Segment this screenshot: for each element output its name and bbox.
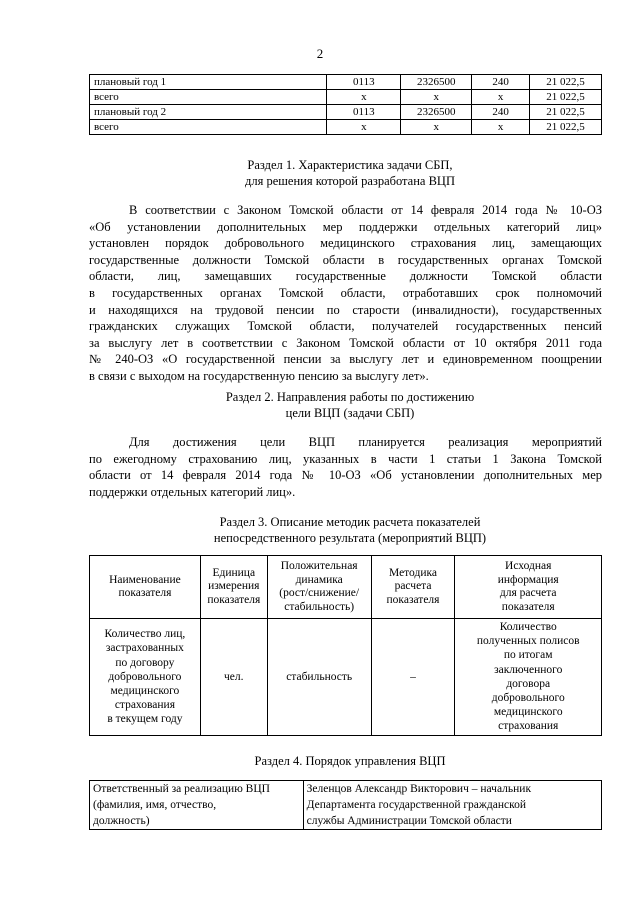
- header-line: стабильность): [284, 600, 355, 613]
- text-line: поддержки отдельных категорий лиц».: [89, 484, 296, 499]
- row-label: всего: [90, 120, 327, 135]
- header-line: расчета: [394, 580, 432, 593]
- header-line: Методика: [389, 566, 437, 579]
- header-line: для расчета: [499, 587, 557, 599]
- metric-source: [455, 619, 602, 736]
- header-line: Единица: [212, 566, 256, 579]
- section1-title: Раздел 1. Характеристика задачи СБП, для решения которой разработана ВЦП: [245, 158, 455, 188]
- table-row: [90, 781, 602, 830]
- text-line: и находящихся на трудовой пенсии по старости (инвалидности), государственных: [89, 302, 602, 317]
- header-line: показателя: [386, 593, 440, 606]
- responsible-person: [303, 781, 601, 830]
- cell-line: медицинского: [110, 684, 180, 697]
- metric-dynamics: стабильность: [267, 619, 371, 736]
- cell-line: Департамента государственной гражданской: [306, 799, 526, 811]
- row-amount: 21 022,5: [530, 105, 602, 120]
- metric-unit: чел.: [200, 619, 267, 736]
- header-line: информация: [497, 573, 559, 586]
- section4-title: Раздел 4. Порядок управления ВЦП: [254, 754, 446, 768]
- cell-line: медицинского: [493, 706, 563, 719]
- row-amount: 21 022,5: [530, 120, 602, 135]
- cell-line: по договору: [115, 656, 175, 669]
- row-vr: 240: [472, 105, 530, 120]
- text-line: В соответствии с Законом Томской области от 14 февраля 2014 года № 10-ОЗ: [129, 203, 602, 217]
- metric-method: –: [371, 619, 455, 736]
- column-header: [267, 556, 371, 619]
- column-header: [200, 556, 267, 619]
- header-line: измерения: [208, 580, 260, 593]
- text-line: в государственных органах Томской области, отработавших срок полномочий: [89, 285, 602, 300]
- section2-text: [89, 434, 602, 500]
- cell-line: договора: [506, 677, 551, 690]
- responsible-label: [90, 781, 304, 830]
- cell-line: добровольного: [491, 692, 565, 705]
- row-amount: 21 022,5: [530, 75, 602, 90]
- text-line: № 240-ОЗ «О государственной пенсии за выслугу лет и единовременном поощрении: [89, 352, 602, 367]
- column-header: [90, 556, 201, 619]
- row-csr: 2326500: [401, 105, 472, 120]
- text-line: гражданских служащих Томской области, получателей государственных пенсий: [89, 319, 602, 334]
- text-line: Для достижения цели ВЦП планируется реализация мероприятий: [129, 435, 602, 449]
- text-line: по ежегодному страхованию лиц, указанных в части 1 статьи 1 Закона Томской: [89, 451, 602, 466]
- row-vr: х: [472, 120, 530, 135]
- header-line: показателя: [118, 587, 172, 599]
- table-row: [90, 90, 602, 105]
- cell-line: в текущем году: [107, 713, 183, 726]
- row-code: х: [327, 90, 401, 105]
- cell-line: Зеленцов Александр Викторович – начальник: [306, 783, 532, 795]
- section3-title: Раздел 3. Описание методик расчета показателей непосредственного результата (мероприятий ВЦП): [213, 515, 487, 545]
- row-vr: х: [472, 90, 530, 105]
- budget-table: [89, 74, 602, 135]
- row-csr: х: [401, 120, 472, 135]
- cell-line: заключенного: [494, 663, 563, 676]
- text-line: государственные должности Томской области в государственных органах Томской: [89, 252, 602, 267]
- table-row: [90, 619, 602, 736]
- metrics-table: [89, 555, 602, 736]
- header-line: Наименование: [109, 573, 181, 586]
- row-code: х: [327, 120, 401, 135]
- text-line: области, лиц, замещавших государственные должности Томской области: [89, 269, 602, 284]
- cell-line: Количество лиц,: [104, 628, 186, 641]
- page-number: 2: [316, 46, 324, 61]
- column-header: [455, 556, 602, 619]
- header-line: Положительная: [280, 560, 358, 572]
- column-header: [371, 556, 455, 619]
- header-line: показателя: [207, 593, 261, 606]
- row-csr: х: [401, 90, 472, 105]
- text-line: за выслугу лет в соответствии с Законом Томской области от 10 октября 2011 года: [89, 335, 602, 350]
- text-line: установлен порядок добровольного медицинского страхования лиц, замещающих: [89, 236, 602, 251]
- table-row: [90, 75, 602, 90]
- table-row: [90, 120, 602, 135]
- header-line: показателя: [501, 600, 555, 613]
- cell-line: службы Администрации Томской области: [306, 815, 512, 827]
- metric-name: [90, 619, 201, 736]
- cell-line: добровольного: [108, 670, 182, 683]
- row-label: всего: [90, 90, 327, 105]
- row-code: 0113: [327, 75, 401, 90]
- section1-text: [89, 202, 602, 385]
- cell-line: полученных полисов: [476, 635, 580, 648]
- cell-line: должность): [93, 815, 150, 827]
- row-label: плановый год 1: [90, 75, 327, 90]
- row-csr: 2326500: [401, 75, 472, 90]
- header-line: (рост/снижение/: [279, 587, 360, 599]
- cell-line: по итогам: [503, 649, 553, 662]
- row-code: 0113: [327, 105, 401, 120]
- table-row: [90, 105, 602, 120]
- text-line: в связи с выходом на государственную пенсию за выслугу лет».: [89, 368, 429, 383]
- cell-line: Количество: [499, 621, 557, 633]
- row-amount: 21 022,5: [530, 90, 602, 105]
- row-vr: 240: [472, 75, 530, 90]
- cell-line: (фамилия, имя, отчество,: [93, 799, 217, 811]
- header-line: Исходная: [505, 560, 552, 572]
- section2-title: Раздел 2. Направления работы по достижению цели ВЦП (задачи СБП): [225, 390, 475, 420]
- management-table: [89, 780, 602, 830]
- cell-line: застрахованных: [105, 642, 184, 655]
- row-label: плановый год 2: [90, 105, 327, 120]
- text-line: области от 14 февраля 2014 года № 10-ОЗ «Об установлении дополнительных мер: [89, 468, 602, 483]
- cell-line: страхования: [498, 720, 559, 733]
- text-line: «Об установлении дополнительных мер поддержки отдельных категорий лиц»: [89, 219, 602, 234]
- header-line: динамика: [295, 573, 343, 586]
- cell-line: страхования: [114, 699, 175, 712]
- cell-line: Ответственный за реализацию ВЦП: [93, 783, 270, 795]
